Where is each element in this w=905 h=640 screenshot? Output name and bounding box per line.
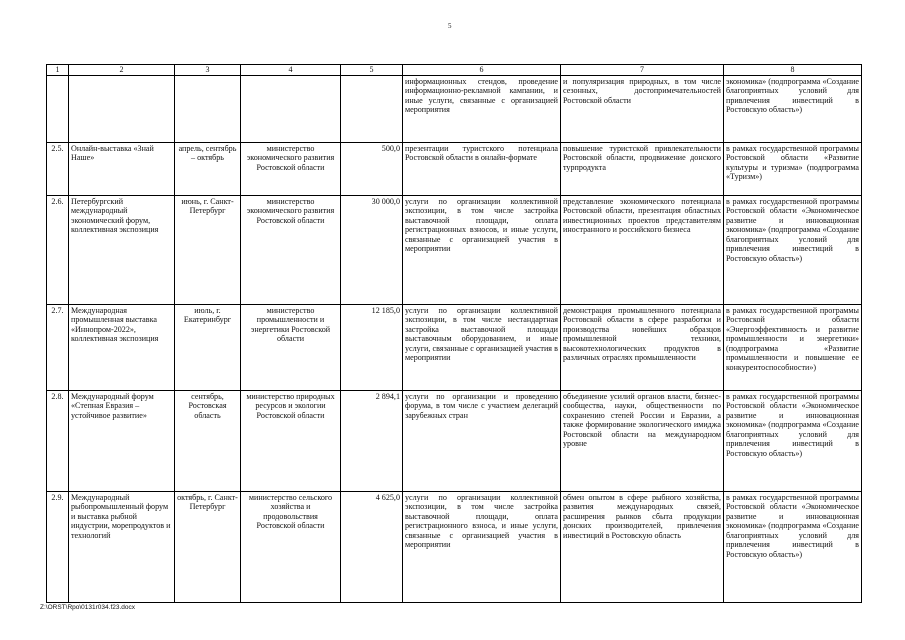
program: в рамках государственной программы Ростовской области «Энергоэффективность и развитие промышленности и энергетики» (подпрограмма «Развитие промышленности и повышение ее конкурентоспособности») — [724, 305, 862, 391]
page-number: 5 — [448, 22, 452, 30]
amount — [341, 76, 403, 143]
amount: 4 625,0 — [341, 492, 403, 603]
event-name — [69, 76, 175, 143]
event-time-place: июль, г. Екатеринбург — [175, 305, 241, 391]
responsible-org: министерство промышленности и энергетики Ростовской области — [241, 305, 341, 391]
event-name: Международный форум «Степная Евразия – устойчивое развитие» — [69, 391, 175, 492]
amount: 30 000,0 — [341, 196, 403, 305]
goal: представление экономического потенциала Ростовской области, презентация областных инвестиционных проектов представителям иностранного и российского бизнеса — [561, 196, 724, 305]
event-time-place: апрель, сентябрь – октябрь — [175, 143, 241, 196]
table-row — [47, 305, 862, 391]
responsible-org: министерство сельского хозяйства и продовольствия Ростовской области — [241, 492, 341, 603]
services: информационных стендов, проведение информационно-рекламной кампании, и иные услуги, связанные с организацией мероприятия — [403, 76, 561, 143]
event-time-place — [175, 76, 241, 143]
responsible-org: министерство экономического развития Ростовской области — [241, 196, 341, 305]
amount: 500,0 — [341, 143, 403, 196]
event-time-place: июнь, г. Санкт-Петербург — [175, 196, 241, 305]
col-header: 1 — [47, 65, 69, 76]
goal: объединение усилий органов власти, бизнес-сообщества, науки, общественности по сохранению степей России и Евразии, а также формирование экологического имиджа Ростовской области на международном уровне — [561, 391, 724, 492]
amount: 12 185,0 — [341, 305, 403, 391]
event-name: Международная промышленная выставка «Иннопром-2022», коллективная экспозиция — [69, 305, 175, 391]
event-name: Международный рыбопромышленный форум и выставка рыбной индустрии, морепродуктов и технологий — [69, 492, 175, 603]
table-row — [47, 492, 862, 603]
amount: 2 894,1 — [341, 391, 403, 492]
program: в рамках государственной программы Ростовской области «Экономическое развитие и инновационная экономика» (подпрограмма «Создание благоприятных условий для привлечения инвестиций в Ростовскую область») — [724, 391, 862, 492]
program: экономика» (подпрограмма «Создание благоприятных условий для привлечения инвестиций в Ростовскую область») — [724, 76, 862, 143]
program: в рамках государственной программы Ростовской области «Экономическое развитие и инновационная экономика» (подпрограмма «Создание благоприятных условий для привлечения инвестиций в Ростовскую область») — [724, 196, 862, 305]
goal: и популяризация природных, в том числе сезонных, достопримечательностей Ростовской области — [561, 76, 724, 143]
column-number-row — [47, 65, 862, 76]
event-time-place: октябрь, г. Санкт-Петербург — [175, 492, 241, 603]
col-header: 4 — [241, 65, 341, 76]
row-number: 2.9. — [47, 492, 69, 603]
program: в рамках государственной программы Ростовской области «Развитие культуры и туризма» (подпрограмма «Туризм») — [724, 143, 862, 196]
services: услуги по организации и проведению форума, в том числе с участием делегаций зарубежных стран — [403, 391, 561, 492]
services: услуги по организации коллективной экспозиции, в том числе нестандартная застройка выставочной площади выставочным оборудованием, и иные услуги, связанные с организацией участия в мероприятии — [403, 305, 561, 391]
col-header: 6 — [403, 65, 561, 76]
table-row — [47, 196, 862, 305]
col-header: 8 — [724, 65, 862, 76]
responsible-org — [241, 76, 341, 143]
goal: повышение туристской привлекательности Ростовской области, продвижение донского турпродукта — [561, 143, 724, 196]
event-time-place: сентябрь, Ростовская область — [175, 391, 241, 492]
event-name: Онлайн-выставка «Знай Наше» — [69, 143, 175, 196]
table-row — [47, 76, 862, 143]
services: услуги по организации коллективной экспозиции, в том числе застройка выставочной площади, оплата регистрационного взноса, и иные услуги, связанные с организацией участия в мероприятии — [403, 492, 561, 603]
responsible-org: министерство природных ресурсов и экологии Ростовской области — [241, 391, 341, 492]
responsible-org: министерство экономического развития Ростовской области — [241, 143, 341, 196]
goal: обмен опытом в сфере рыбного хозяйства, развития международных связей, расширения рынков сбыта продукции донских производителей, привлечения инвестиций в Ростовскую область — [561, 492, 724, 603]
row-number: 2.8. — [47, 391, 69, 492]
table-row — [47, 143, 862, 196]
col-header: 5 — [341, 65, 403, 76]
col-header: 2 — [69, 65, 175, 76]
row-number: 2.7. — [47, 305, 69, 391]
row-number: 2.5. — [47, 143, 69, 196]
col-header: 3 — [175, 65, 241, 76]
goal: демонстрация промышленного потенциала Ростовской области в сфере разработки и производства новейших образцов промышленной техники, высокотехнологических продуктов в различных отраслях промышленности — [561, 305, 724, 391]
event-name: Петербургский международный экономический форум, коллективная экспозиция — [69, 196, 175, 305]
services: презентации туристского потенциала Ростовской области в онлайн-формате — [403, 143, 561, 196]
services: услуги по организации коллективной экспозиции, в том числе застройка выставочной площади, оплата регистрационных взносов, и иные услуги, связанные с организацией участия в мероприятии — [403, 196, 561, 305]
col-header: 7 — [561, 65, 724, 76]
table-row — [47, 391, 862, 492]
row-number: 2.6. — [47, 196, 69, 305]
events-table — [46, 64, 862, 603]
row-number — [47, 76, 69, 143]
program: в рамках государственной программы Ростовской области «Экономическое развитие и инновационная экономика» (подпрограмма «Создание благоприятных условий для привлечения инвестиций в Ростовскую область») — [724, 492, 862, 603]
file-path-footer: Z:\ORST\Rpo\0131r034.f23.docx — [40, 604, 136, 611]
